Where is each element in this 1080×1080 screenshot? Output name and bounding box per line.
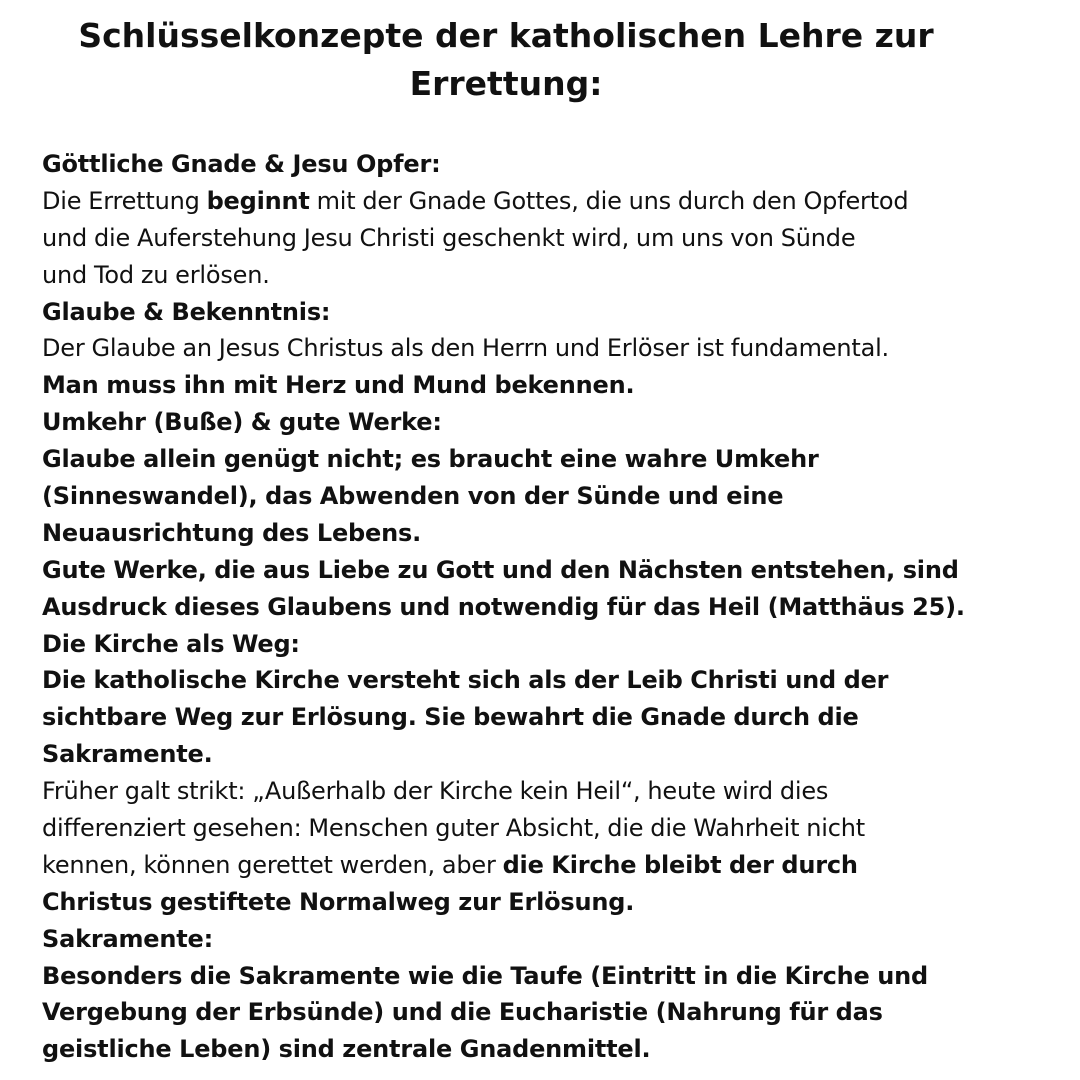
section-heading-umkehr: Umkehr (Buße) & gute Werke: xyxy=(42,408,442,437)
section-heading-gnade: Göttliche Gnade & Jesu Opfer: xyxy=(42,150,441,178)
gnade-paragraph-line-3: und Tod zu erlösen. xyxy=(42,260,270,289)
kirche-paragraph-line-6 xyxy=(42,847,1062,884)
kirche-paragraph-line-4: Früher galt strikt: „Außerhalb der Kirche kein Heil“, heute wird dies xyxy=(42,777,829,806)
kirche-paragraph-line-1: Die katholische Kirche versteht sich als der Leib Christi und der xyxy=(42,666,889,695)
document-body xyxy=(42,146,1062,1068)
sakramente-paragraph-line-1: Besonders die Sakramente wie die Taufe (Eintritt in die Kirche und xyxy=(42,961,929,990)
kirche-text-6a: kennen, können gerettet werden, aber xyxy=(42,850,503,879)
sakramente-paragraph-line-2: Vergebung der Erbsünde) und die Eucharistie (Nahrung für das xyxy=(42,998,883,1027)
section-heading-glaube: Glaube & Bekenntnis: xyxy=(42,297,331,326)
kirche-emphasis: die Kirche bleibt der durch xyxy=(502,850,858,879)
gnade-paragraph-line-2: und die Auferstehung Jesu Christi geschenkt wird, um uns von Sünde xyxy=(42,223,856,252)
section-heading-kirche: Die Kirche als Weg: xyxy=(42,629,300,658)
glaube-paragraph-line-1: Der Glaube an Jesus Christus als den Herrn und Erlöser ist fundamental. xyxy=(42,334,889,363)
title-line-2: Errettung: xyxy=(409,64,603,103)
umkehr-paragraph-line-4: Gute Werke, die aus Liebe zu Gott und den Nächsten entstehen, sind xyxy=(42,555,959,584)
section-heading-sakramente: Sakramente: xyxy=(42,924,213,953)
umkehr-paragraph-line-2: (Sinneswandel), das Abwenden von der Sünde und eine xyxy=(42,482,784,511)
kirche-paragraph-line-7: Christus gestiftete Normalweg zur Erlösung. xyxy=(42,887,635,916)
gnade-text-1c: mit der Gnade Gottes, die uns durch den Opfertod xyxy=(309,186,909,215)
glaube-paragraph-line-2: Man muss ihn mit Herz und Mund bekennen. xyxy=(42,371,635,400)
page-title xyxy=(0,12,1012,108)
kirche-paragraph-line-5: differenziert gesehen: Menschen guter Absicht, die die Wahrheit nicht xyxy=(42,814,865,843)
gnade-paragraph-line-1 xyxy=(42,183,1062,220)
gnade-emphasis: beginnt xyxy=(206,186,310,215)
umkehr-paragraph-line-1: Glaube allein genügt nicht; es braucht eine wahre Umkehr xyxy=(42,445,819,474)
umkehr-paragraph-line-5: Ausdruck dieses Glaubens und notwendig für das Heil (Matthäus 25). xyxy=(42,592,965,621)
sakramente-paragraph-line-3: geistliche Leben) sind zentrale Gnadenmittel. xyxy=(42,1035,651,1064)
kirche-paragraph-line-2: sichtbare Weg zur Erlösung. Sie bewahrt die Gnade durch die xyxy=(42,703,859,732)
gnade-text-1a: Die Errettung xyxy=(42,186,207,215)
kirche-paragraph-line-3: Sakramente. xyxy=(42,740,213,769)
title-line-1: Schlüsselkonzepte der katholischen Lehre zur xyxy=(78,16,934,55)
umkehr-paragraph-line-3: Neuausrichtung des Lebens. xyxy=(42,518,421,547)
